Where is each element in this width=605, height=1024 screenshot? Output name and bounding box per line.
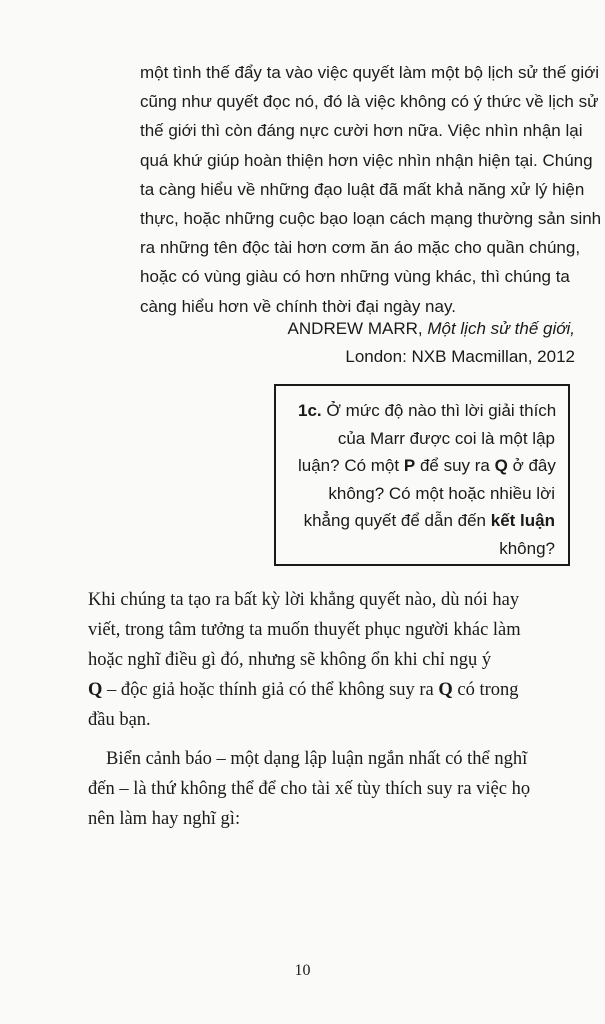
- exercise-text: [298, 397, 555, 562]
- body-line: Khi chúng ta tạo ra bất kỳ lời khẳng quyết nào, dù nói hay: [88, 590, 520, 610]
- body-line: viết, trong tâm tưởng ta muốn thuyết phục người khác làm: [88, 620, 521, 640]
- quote-line: thực, hoặc những cuộc bạo loạn cách mạng thường sản sinh: [140, 209, 602, 229]
- quote-block: [140, 58, 602, 321]
- body-line: hoặc nghĩ điều gì đó, nhưng sẽ không ổn khi chỉ ngụ ý: [88, 650, 492, 670]
- quote-line: càng hiểu hơn về chính thời đại ngày nay.: [140, 296, 456, 316]
- quote-line: thế giới thì còn đáng nực cười hơn nữa. Việc nhìn nhận lại: [140, 121, 583, 141]
- quote-line: cũng như quyết đọc nó, đó là việc không có ý thức về lịch sử: [140, 92, 599, 112]
- body-line: đầu bạn.: [88, 710, 151, 730]
- body-line: Biển cảnh báo – một dạng lập luận ngắn nhất có thể nghĩ: [106, 749, 528, 769]
- body-line: nên làm hay nghĩ gì:: [88, 809, 241, 829]
- exercise-line: không? Có một hoặc nhiều lời: [328, 483, 555, 503]
- quote-line: ta càng hiểu về những đạo luật đã mất khả năng xử lý hiện: [140, 179, 585, 199]
- exercise-label: 1c.: [298, 401, 322, 420]
- quote-line: quá khứ giúp hoàn thiện hơn việc nhìn nhận hiện tại. Chúng: [140, 150, 593, 170]
- exercise-line: của Marr được coi là một lập: [337, 428, 555, 448]
- quote-line: hoặc có vùng giàu có hơn những vùng khác, thì chúng ta: [140, 267, 570, 287]
- body-line: đến – là thứ không thể để cho tài xế tùy thích suy ra việc họ: [88, 779, 531, 799]
- attribution-line: [288, 315, 575, 343]
- paragraph: [88, 585, 583, 735]
- exercise-line: khẳng quyết để dẫn đến kết luận: [303, 511, 555, 530]
- body-line: Q – độc giả hoặc thính giả có thể không suy ra Q có trong: [88, 680, 519, 700]
- quote-line: một tình thế đẩy ta vào việc quyết làm một bộ lịch sử thế giới: [140, 63, 600, 82]
- exercise-line: không?: [499, 538, 555, 558]
- quote-attribution: [288, 315, 575, 371]
- exercise-line: luận? Có một P để suy ra Q ở đây: [298, 456, 556, 475]
- attribution-publisher: London: NXB Macmillan, 2012: [345, 347, 575, 366]
- quote-line: ra những tên độc tài hơn cơm ăn áo mặc cho quần chúng,: [140, 238, 581, 258]
- attribution-author: ANDREW MARR,: [287, 319, 423, 338]
- page-number: 10: [294, 962, 311, 979]
- exercise-line: 1c. Ở mức độ nào thì lời giải thích: [298, 401, 557, 420]
- body-text: [88, 585, 583, 834]
- attribution-title: Một lịch sử thế giới,: [427, 319, 575, 338]
- paragraph: [88, 744, 583, 834]
